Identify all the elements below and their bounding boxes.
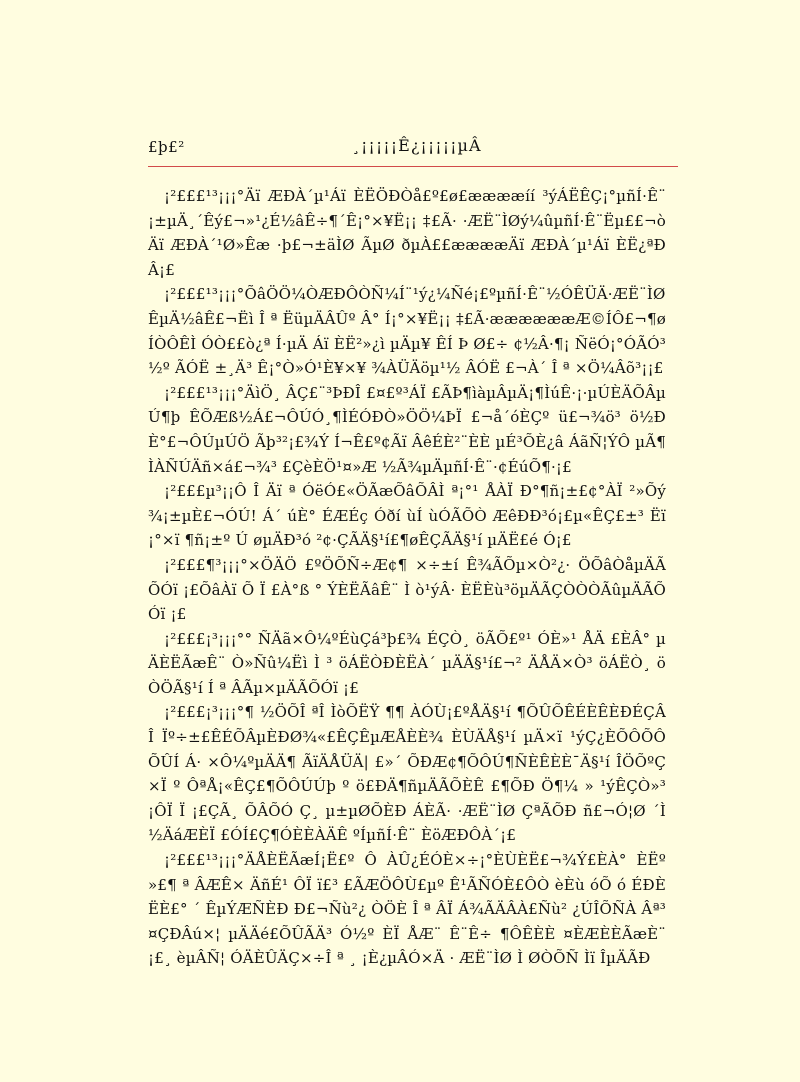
paragraph: ¡²£££¡³¡¡¡°¶ ½ÖÕÎ ªÎ ÌòÕËŸ ¶¶ ÀÓÙ¡£ºÅÄ§¹í ¶ÕÛÕÊÉÈÊÈÐÉÇÂÎ Ïº÷±£ÊÉÕÂµÈÐØ¾«£ÊÇÊµÆÅÈÈ¾ ÈÙÄÅ§¹í µÄ×ï ¹ýÇ¿ÈÕÔÕÔÕÛÍ Á· ×Ô¼ºµÄÄ¶ ÃïÄÅÜÄ| £»´ ÕÐÆ¢¶ÕÔÚ¶ÑÈÊÈÈ¯Ä§¹í ÎÖÕºÇ×Ï º ÔªÅ¡«ÊÇ£¶ÕÔÚÚþ º ö£ÐÄ¶ñµÄÃÕÈÊ £¶ÕÐ Ö¶¼ » ¹ýÊÇÒ»³ ¡ÔÏ Ï ¡£ÇÃ¸ ÕÂÕÓ Ç¸ µ±µØÕÈÐ ÁÈÃ· ·ÆË¨ÌØ ÇªÃÕÐ ñ£¬Ó¦Ø ´Ì ½ÄáÆÈÏ £ÓÍ£Ç¶ÓÈÈÀÄÊ ºÍµñÍ·Ê¨ ÈöÆÐÔÀ´¡£ — [148, 703, 666, 845]
running-title: ¸¡¡¡¡¡Ê¿¡¡¡¡¡µÂ — [352, 136, 482, 155]
page-number: £þ£² — [148, 138, 185, 156]
paragraph: ¡²£££¹³¡¡¡°ÄÅÈËÃæÍ¡Ë£º Ô ÀÛ¿ÉÓÈ×÷¡°ÈÙÈË£¬¾Ý£ÈÀ° ÈËº »£¶ ª ÂÆÊ× ÄñÉ¹ ÔÏ ï£³ £ÃÆÖÔÙ£µº Ê¹ÃÑÓÈ£ÔÒ èÈù óÕ ó ÉÐÈËÈ£° ´ ÊµÝÆÑÈÐ Ð£¬Ñù²¿ ÒÖÈ Î ª ÂÏ Á¾ÃÄÂÀ£Ñù² ¿ÚÎÕÑÀ Âª³ ¤ÇÐÂú×¦ µÄÄé£ÕÛÃÄ³ Ó½º ÈÏ ÅÆ¨ Ê¨Ê÷ ¶ÔÊÈÈ ¤ÈÆÈÈÃæÈ¨ ¡£¸ èµÂÑ¦ ÓÄÈÛÄÇ×÷Î ª ¸ ¡È¿µÂÓ×Ä · ÆË¨ÌØ Ì ØÒÕÑ Ìï ÎµÄÃÐ — [148, 851, 666, 968]
page-header — [148, 132, 678, 167]
paragraph: ¡²£££¹³¡¡¡°ÄìÖ¸ ÂÇ£¨³ÞÐÎ £¤£º³ÁÏ £ÃÞ¶ìàµÂµÄ¡¶ÌúÊ·¡·µÚÈÄÕÂµÚ¶þ ÊÕÆß½Á£¬ÔÚÓ¸¶ÌÉÓÐÒ»ÖÖ¼ÞÏ £¬å´óÈÇº ü£¬¾ö³ ö½ÐÈ°£¬ÔÚµÚÖ Ãþ³²¡£¾Ý Í¬Ê£º¢Ãï ÂêÉÈ²¨ÈÈ µÉ³ÕÈ¿â ÁãÑ¦ÝÔ µÃ¶ÌÀÑÚÄñ×á£¬¾³ £ÇèÈÖ¹¤»Æ ½Ã¾µÄµñÍ·Ê¨·¢ÉúÕ¶·¡£ — [148, 383, 666, 476]
paragraph: ¡²£££µ³¡¡Ô Î Äï ª ÓëÓ£«ÖÃæÕâÕÂÌ ª¡°¹ ÅÀÏ Ð°¶ñ¡±£¢°ÀÏ ²»Õý¾¡±µÈ£¬ÓÚ! Á´ úÈ° ÉÆÉç Óðí ùÍ ùÓÃÕÒ ÆêÐÐ³ó¡£µ«ÊÇ£±³ Ëï ¡°×ï ¶ñ¡±º Ú øµÄÐ³ó ²¢·ÇÃÄ§¹í£¶øÊÇÃÄ§¹í µÄË£é Ó¡£ — [148, 482, 666, 550]
paragraph: ¡²£££¹³¡¡¡°ÕâÖÖ¼ÒÆÐÔÒÑ¼Í¨¹ý¿¼Ñé¡£ºµñÍ·Ê¨½ÓÊÜÄ·ÆË¨ÌØÊµÄ½âÊ£¬Ëì Î ª ËüµÄÂÛº Â° Í¡°×¥Ë¡¡ ‡£Ã·ææææææÆ©ÍÔ£¬¶øÍÒÔÊÌ ÓÒ££ò¿ª Í·µÄ Áï ÈË²»¿ì µÄµ¥ ÊÍ Þ Ø£÷ ¢½Â·¶¡ ÑëÓ¡°ÓÃÓ³½º ÃÓË ±¸Ä³ Ê¡°Ò»Ó¹È¥×¥ ¾ÀÜÄöµ¹½ ÂÓË £¬À´ Î ª ×Ö¼Âõ³¡¡£ — [148, 285, 666, 378]
paragraph: ¡²£££¡³¡¡¡°° ÑÄã×Ô¼ºÉùÇá³þ£¾ ÉÇÒ¸ öÃÕ£º¹ ÓÈ»¹ ÅÄ £ÈÂ° µÄÈËÃæÊ¨ Ò»Ñû¼Ëì Ì ³ öÁËÒÐÈËÀ´ µÄÄ§¹í£¬² ÄÅÄ×Ò³ öÁËÒ¸ öÒÖÃ§¹í Í ª ÂÃµ×µÄÃÕÓï ¡£ — [148, 629, 666, 697]
paragraph: ¡²£££¹³¡¡¡°Äï ÆÐÀ´µ¹Áï ÈËÖÐÒå£º£ø£ææææíí ³ýÁËÊÇ¡°µñÍ·Ê¨¡±µÄ¸´Êý£¬»¹¿É½âÊ÷¶´Ê¡°×¥Ë¡¡ ‡£Ã· ·ÆË¨ÌØý¼ûµñÍ·Ê¨Ëµ££¬òÄï ÆÐÀ´¹Ø»Êæ ·þ£¬±äÌØ ÃµØ ðµÀ££ææææÄï ÆÐÀ´µ¹Áï ÈË¿ªÐÂ¡£ — [148, 187, 666, 279]
body-text — [148, 184, 666, 971]
paragraph: ¡²£££¶³¡¡¡°×ÖÄÖ £ºÖÕÑ÷Æ¢¶ ×÷±í Ê¾ÃÕµ×Ò²¿· ÖÕâÒåµÄÃÕÓï ¡£ÕâÀï Õ Ï £À°ß ° ÝÈËÃâÊ¨ Ì ò¹ýÂ· ÈËÈù³öµÄÃÇÒÒÒÃûµÄÃÕÓï ¡£ — [148, 555, 666, 624]
